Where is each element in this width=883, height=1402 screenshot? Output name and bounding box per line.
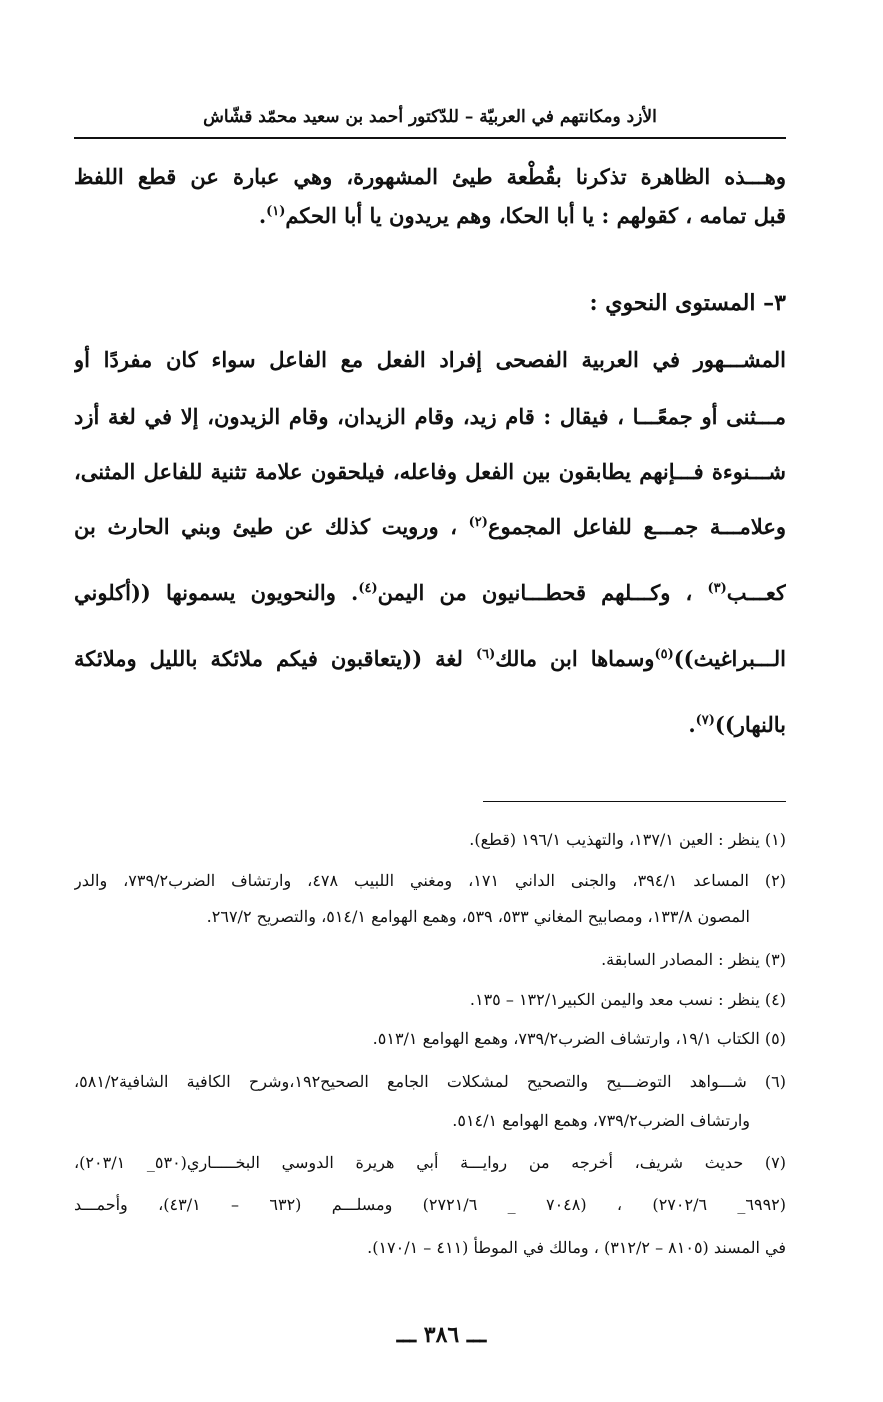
footnote-4: (٤) ينظر : نسب معد واليمن الكبير١٣٢/١ – ١٣٥. bbox=[469, 990, 786, 1009]
running-header: الأزد ومكانتهم في العربيّة – للدّكتور أحمد بن سعيد محمّد قشّاش bbox=[203, 107, 657, 127]
footnote-7-line-2: (٦٩٩٢_ ٢٧٠٢/٦) ، (٧٠٤٨ _ ٢٧٢١/٦) ومسلـــم (٦٣٢ – ٤٣/١)، وأحمـــد bbox=[74, 1195, 786, 1214]
paragraph-2-line-5-a: كعـــب bbox=[726, 580, 786, 605]
footnote-ref-5[interactable]: (٥) bbox=[654, 647, 674, 662]
footnote-6-line-1: (٦) شـــواهد التوضـــيح والتصحيح لمشكلات الجامع الصحيح١٩٢،وشرح الكافية الشافية٥٨١/٢، bbox=[74, 1072, 786, 1091]
paragraph-2-line-4-b: ، ورويت كذلك عن طيئ وبني الحارث بن bbox=[74, 514, 457, 539]
paragraph-2-line-5 bbox=[74, 573, 786, 613]
paragraph-2-line-6-b: وسماها ابن مالك bbox=[495, 646, 655, 671]
paragraph-2-line-7-end: . bbox=[688, 712, 696, 737]
paragraph-1-line-1: وهـــذه الظاهرة تذكرنا بقُطْعة طيئ المشهورة، وهي عبارة عن قطع اللفظ bbox=[74, 164, 786, 189]
footnote-ref-7[interactable]: (٧) bbox=[695, 713, 715, 728]
paragraph-2-line-2: مـــثنى أو جمعًـــا ، فيقال : قام زيد، وقام الزيدان، وقام الزيدون، إلا في لغة أزد bbox=[74, 404, 786, 429]
paragraph-2-line-7-a: بالنهار)) bbox=[714, 712, 786, 737]
paragraph-2-line-5-b: ، وكـــلهم قحطـــانيون من اليمن bbox=[377, 580, 693, 605]
paragraph-2-line-6 bbox=[74, 639, 786, 679]
footnote-ref-4[interactable]: (٤) bbox=[358, 581, 378, 596]
footnote-7-line-1: (٧) حديث شريف، أخرجه من روايـــة أبي هريرة الدوسي البخـــــاري(٥٣٠_ ٢٠٣/١)، bbox=[74, 1153, 786, 1172]
paragraph-2-line-6-a: الـــبراغيث)) bbox=[673, 646, 786, 671]
paragraph-1-line-2 bbox=[74, 196, 786, 236]
footnote-2-line-2: المصون ١٣٣/٨، ومصابيح المغاني ٥٣٣، ٥٣٩، وهمع الهوامع ٥١٤/١، والتصريح ٢٦٧/٢. bbox=[206, 907, 750, 926]
footnote-1: (١) ينظر : العين ١٣٧/١، والتهذيب ١٩٦/١ (قطع). bbox=[469, 830, 786, 849]
footnote-2-line-1: (٢) المساعد ٣٩٤/١، والجنى الداني ١٧١، ومغني اللبيب ٤٧٨، وارتشاف الضرب٧٣٩/٢، والدر bbox=[74, 871, 786, 890]
footnote-ref-2[interactable]: (٢) bbox=[468, 515, 488, 530]
paragraph-2-line-7 bbox=[74, 705, 786, 745]
footnote-ref-6[interactable]: (٦) bbox=[475, 647, 496, 662]
paragraph-2-line-1: المشـــهور في العربية الفصحى إفراد الفعل مع الفاعل سواء كان مفردًا أو bbox=[74, 347, 786, 372]
paragraph-1-line-2-end: . bbox=[258, 203, 267, 228]
section-heading: ٣– المستوى النحوي : bbox=[589, 290, 786, 316]
paragraph-2-line-5-c: . والنحويون يسمونها ((أكلوني bbox=[74, 580, 359, 605]
header-rule bbox=[74, 137, 786, 139]
paragraph-2-line-4-a: وعلامـــة جمـــع للفاعل المجموع bbox=[487, 514, 786, 539]
footnote-rule bbox=[483, 801, 786, 802]
footnote-6-line-2: وارتشاف الضرب٧٣٩/٢، وهمع الهوامع ٥١٤/١. bbox=[452, 1111, 750, 1130]
footnote-3: (٣) ينظر : المصادر السابقة. bbox=[601, 950, 786, 969]
page-number: ـــ ٣٨٦ ـــ bbox=[396, 1322, 487, 1348]
paragraph-2-line-6-c: لغة ((يتعاقبون فيكم ملائكة بالليل وملائكة bbox=[74, 646, 463, 671]
paragraph-2-line-4 bbox=[74, 507, 786, 547]
paragraph-1-line-2-text: قبل تمامه ، كقولهم : يا أبا الحكا، وهم يريدون يا أبا الحكم bbox=[285, 203, 786, 228]
footnote-7-line-3: في المسند (٨١٠٥ – ٣١٢/٢) ، ومالك في الموطأ (٤١١ – ١٧٠/١). bbox=[367, 1238, 786, 1257]
footnote-ref-3[interactable]: (٣) bbox=[707, 581, 727, 596]
footnote-ref-1[interactable]: (١) bbox=[266, 204, 286, 219]
paragraph-2-line-3: شـــنوءة فـــإنهم يطابقون بين الفعل وفاعله، فيلحقون علامة تثنية للفاعل المثنى، bbox=[74, 459, 786, 484]
footnote-5: (٥) الكتاب ١٩/١، وارتشاف الضرب٧٣٩/٢، وهمع الهوامع ٥١٣/١. bbox=[372, 1029, 786, 1048]
